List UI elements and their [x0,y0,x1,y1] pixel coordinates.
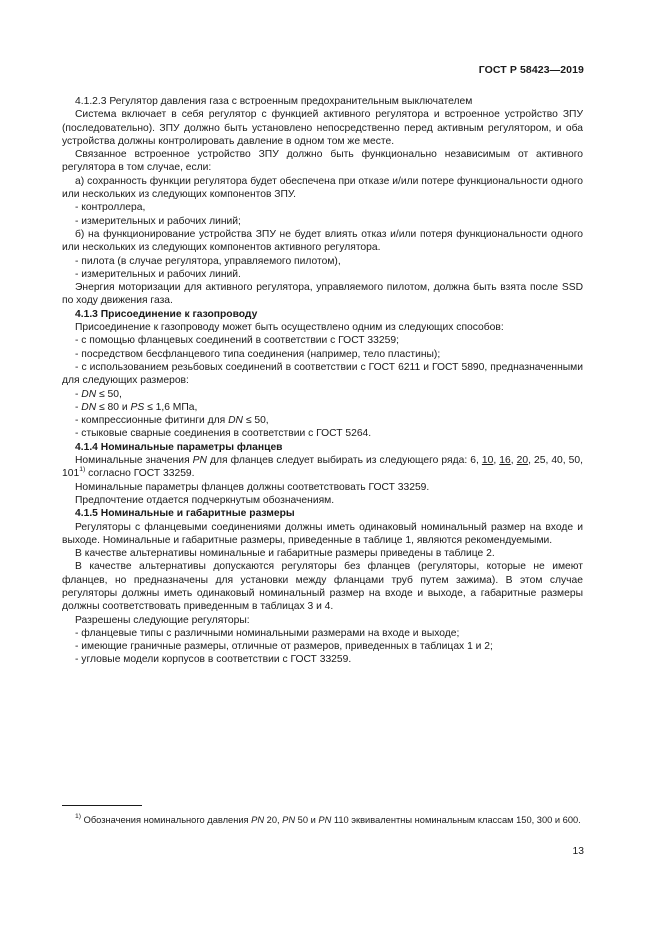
text: ≤ 50, [242,415,269,427]
text: , [493,455,500,467]
list-item: - с помощью фланцевых соединений в соответствии с ГОСТ 33259; [75,335,399,347]
list-item [62,414,583,427]
list-item-a: а) сохранность функции регулятора будет обеспечена при отказе и/или потере функциональности одного или нескольких из следующих компонентов ЗПУ. [62,175,583,201]
text: Номинальные значения [75,455,193,467]
dn-symbol: DN [81,401,97,413]
preferred-value: 16 [499,455,511,467]
paragraph: Предпочтение отдается подчеркнутым обозначениям. [75,494,335,506]
paragraph: Система включает в себя регулятор с функцией активного регулятора и встроенное устройство ЗПУ (последовательно). ЗПУ должно быть установлено непосредственно перед активным регулятором, и оба устройства должны контролировать давление в одном том же месте. [62,109,583,147]
text: - компрессионные фитинги для [75,415,229,427]
text: ≤ 50, [96,388,122,400]
footnote [62,814,583,827]
pn-symbol: PN [318,815,332,825]
footnote-mark: 1) [75,812,82,820]
text: Обозначения номинального давления [81,815,252,825]
list-item: - контроллера, [75,202,146,214]
list-item: - угловые модели корпусов в соответствии с ГОСТ 33259. [75,654,352,666]
page-number: 13 [572,846,584,857]
section-4-1-3-heading: 4.1.3 Присоединение к газопроводу [75,308,258,320]
paragraph: Разрешены следующие регуляторы: [75,614,250,626]
paragraph [62,454,583,481]
text: согласно ГОСТ 33259. [85,468,195,480]
text: - [75,401,82,413]
list-item [62,388,583,401]
paragraph: Присоединение к газопроводу может быть осуществлено одним из следующих способов: [75,322,504,334]
text: для фланцев следует выбирать из следующего ряда: 6, [206,455,482,467]
footnote-ref: 1) [79,465,86,473]
text: 110 эквивалентны номинальным классам 150, 300 и 600. [331,815,581,825]
text: 50 и [295,815,319,825]
list-item [62,401,583,414]
list-item: - пилота (в случае регулятора, управляемого пилотом), [75,255,341,267]
paragraph: Связанное встроенное устройство ЗПУ должно быть функционально независимым от активного регулятора в том случае, если: [62,149,583,174]
text: , [510,455,517,467]
list-item: - измерительных и рабочих линий; [75,215,241,227]
dn-symbol: DN [228,415,243,427]
section-4-1-2-3-title: 4.1.2.3 Регулятор давления газа с встроенным предохранительным выключателем [75,96,473,107]
preferred-value: 20 [516,455,529,467]
ps-symbol: PS [130,401,145,413]
paragraph: Регуляторы с фланцевыми соединениями должны иметь одинаковый номинальный размер на входе и выходе. Номинальные и габаритные размеры, приведенные в таблице 1, являются рекомендуемыми. [62,521,583,546]
pn-symbol: PN [282,815,296,825]
dn-symbol: DN [81,388,97,400]
list-item-b: б) на функционирование устройства ЗПУ не будет влиять отказ и/или потеря функциональности одного или нескольких из следующих компонентов активного регулятора. [62,228,583,254]
list-item: - стыковые сварные соединения в соответствии с ГОСТ 5264. [75,428,372,440]
paragraph: В качестве альтернативы допускаются регуляторы без фланцев (регуляторы, которые не имеют фланцев, но предназначены для установки между фланцами труб путем зажима). В этом случае регуляторы должны иметь одинаковый номинальный размер на входе и выходе, а габаритные размеры должны соответствовать приведенным в таблицах 3 и 4. [62,561,583,613]
standard-header: ГОСТ Р 58423—2019 [478,64,584,76]
list-item: - фланцевые типы с различными номинальными размерами на входе и выходе; [75,627,460,639]
section-4-1-4-heading: 4.1.4 Номинальные параметры фланцев [75,441,283,453]
section-4-1-5-heading: 4.1.5 Номинальные и габаритные размеры [75,508,295,520]
text: - [75,388,82,400]
body-text [62,95,583,667]
preferred-value: 10 [481,455,494,467]
text: ≤ 1,6 МПа, [144,401,198,413]
list-item: - имеющие граничные размеры, отличные от размеров, приведенных в таблицах 1 и 2; [75,641,493,653]
text: ≤ 80 и [96,401,131,413]
pn-symbol: PN [251,815,265,825]
paragraph: Номинальные параметры фланцев должны соответствовать ГОСТ 33259. [75,481,430,493]
list-item: - посредством бесфланцевого типа соединения (например, тело пластины); [75,348,441,360]
text: , 25, 40, 50, 101 [62,455,583,480]
pn-symbol: PN [192,455,207,467]
footnote-divider [62,805,142,806]
text: 20, [264,815,283,825]
paragraph: Энергия моторизации для активного регулятора, управляемого пилотом, должна быть взята после SSD по ходу движения газа. [62,282,583,307]
list-item: - с использованием резьбовых соединений в соответствии с ГОСТ 6211 и ГОСТ 5890, предназначенными для следующих размеров: [62,361,583,387]
list-item: - измерительных и рабочих линий. [75,268,241,280]
paragraph: В качестве альтернативы номинальные и габаритные размеры приведены в таблице 2. [75,548,495,560]
